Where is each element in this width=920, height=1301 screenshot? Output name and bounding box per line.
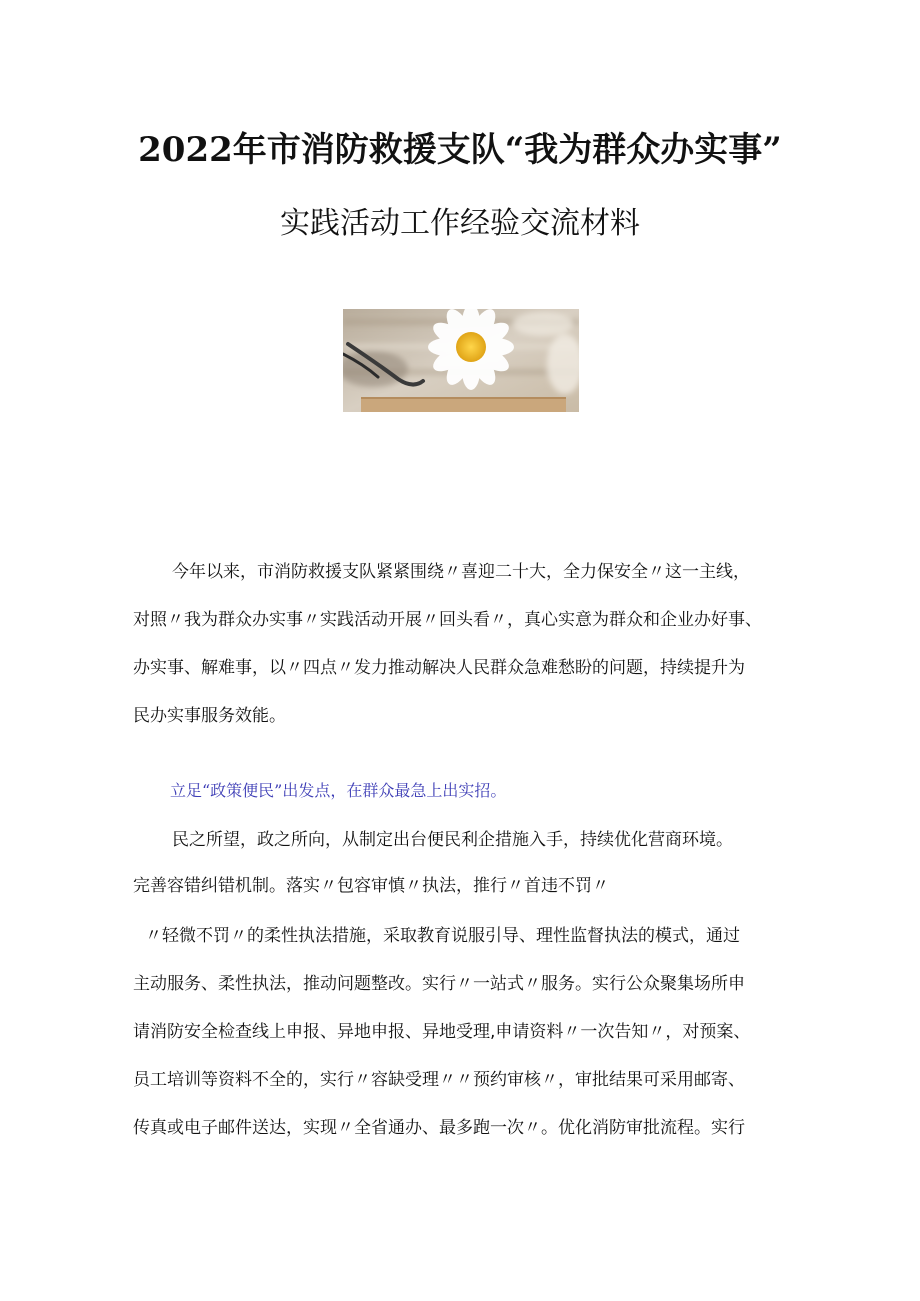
section-line: 完善容错纠错机制。落实〃包容审慎〃执法，推行〃首违不罚〃 [133, 876, 609, 896]
intro-line: 今年以来，市消防救援支队紧紧围绕〃喜迎二十大，全力保安全〃这一主线， [172, 562, 750, 582]
daisy-flower-photo [343, 309, 579, 412]
intro-line: 对照〃我为群众办实事〃实践活动开展〃回头看〃，真心实意为群众和企业办好事、 [133, 610, 762, 630]
intro-line: 民办实事服务效能。 [133, 706, 286, 726]
document-title-line-1: 2022年市消防救援支队“我为群众办实事” [138, 130, 782, 170]
section-line: 民之所望，政之所向，从制定出台便民利企措施入手，持续优化营商环境。 [172, 830, 733, 850]
section-line: 主动服务、柔性执法，推动问题整改。实行〃一站式〃服务。实行公众聚集场所申 [133, 974, 745, 994]
section-heading: 立足“政策便民”出发点，在群众最急上出实招。 [170, 781, 507, 800]
section-line: 员工培训等资料不全的，实行〃容缺受理〃〃预约审核〃，审批结果可采用邮寄、 [133, 1070, 745, 1090]
document-title-line-2: 实践活动工作经验交流材料 [280, 206, 640, 241]
section-line: 〃轻微不罚〃的柔性执法措施，采取教育说服引导、理性监督执法的模式，通过 [145, 926, 740, 946]
intro-line: 办实事、解难事，以〃四点〃发力推动解决人民群众急难愁盼的问题，持续提升为 [133, 658, 745, 678]
section-line: 请消防安全检查线上申报、异地申报、异地受理,申请资料〃一次告知〃，对预案、 [133, 1022, 751, 1042]
section-line: 传真或电子邮件送达，实现〃全省通办、最多跑一次〃。优化消防审批流程。实行 [133, 1118, 745, 1138]
